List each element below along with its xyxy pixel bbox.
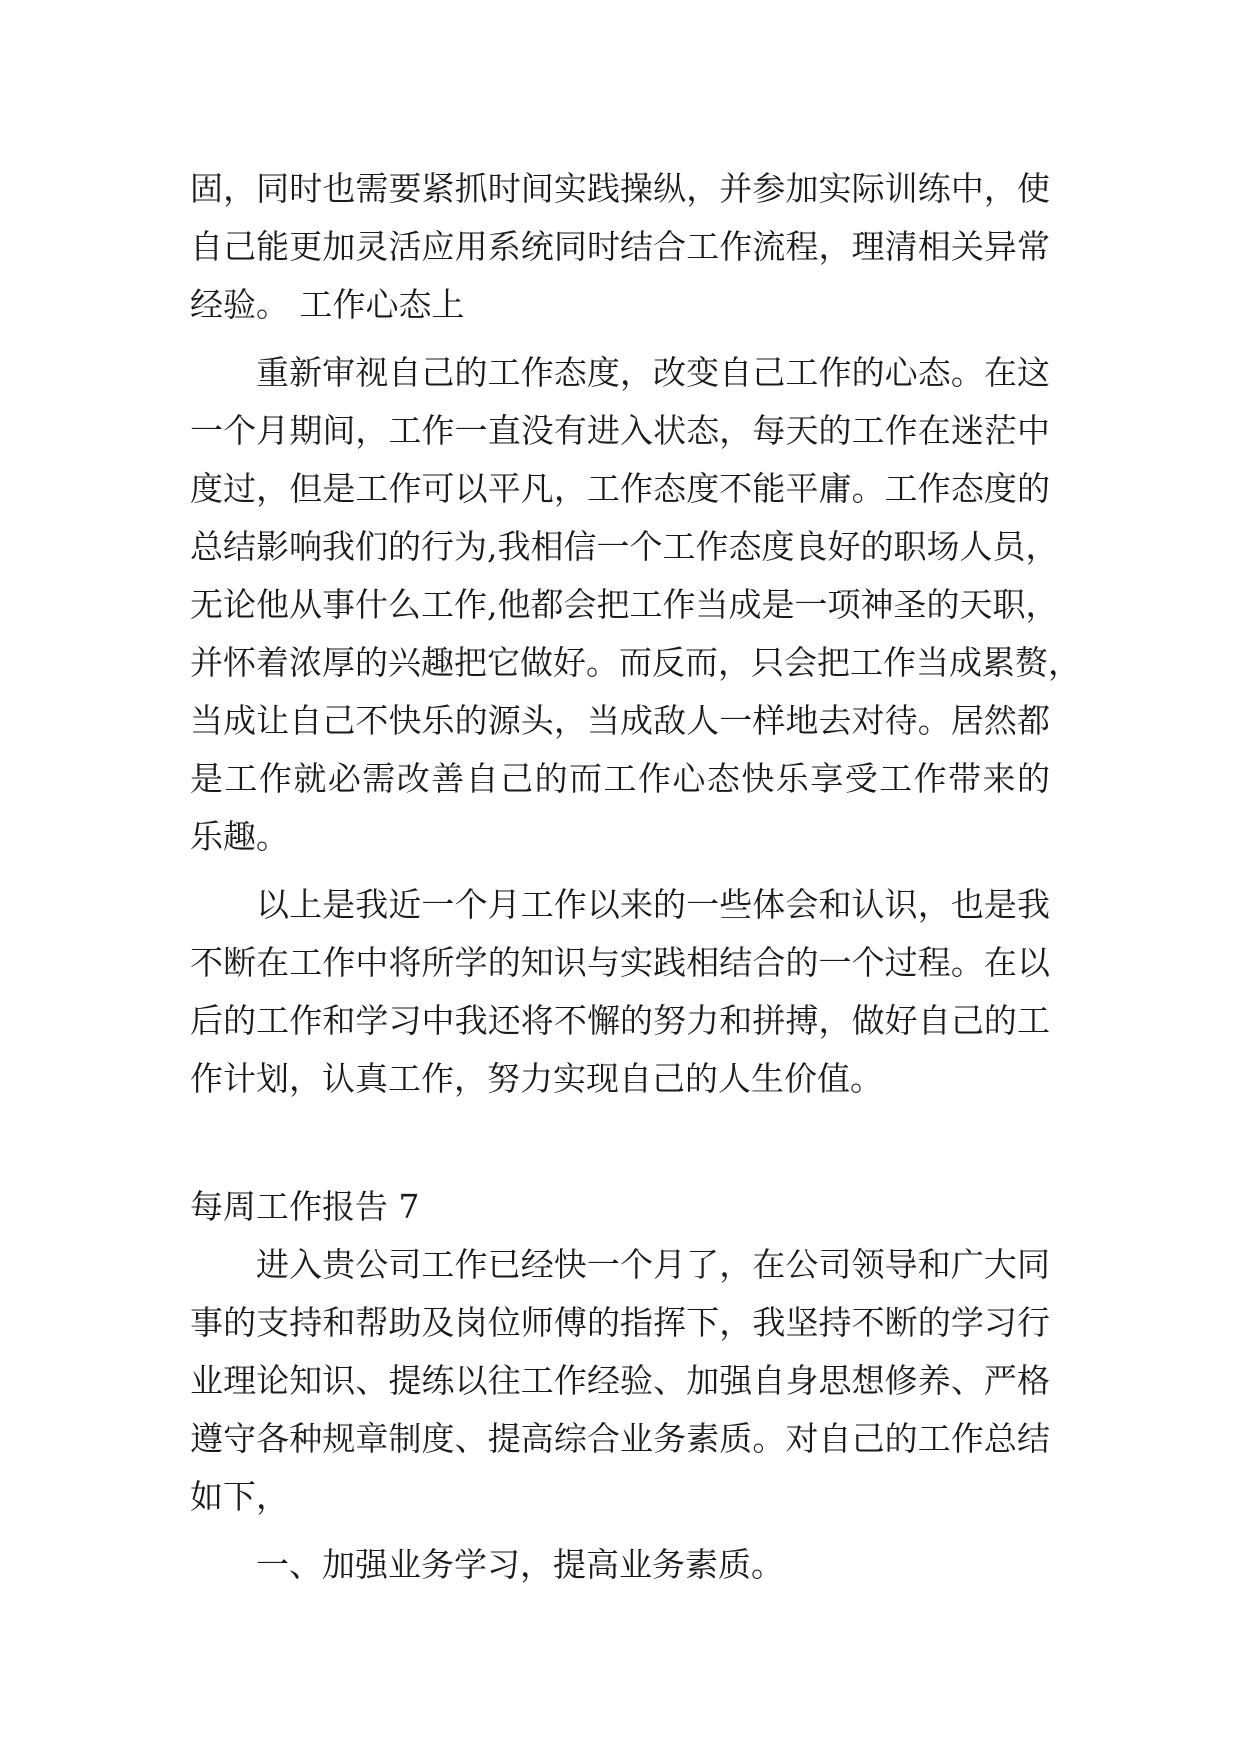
text-line: 乐趣。 xyxy=(190,817,289,856)
text-line: 后的工作和学习中我还将不懈的努力和拼搏，做好自己的工 xyxy=(190,1001,1050,1040)
section-title: 每周工作报告 7 xyxy=(190,1187,420,1226)
text-line: 作计划，认真工作，努力实现自己的人生价值。 xyxy=(190,1059,883,1098)
text-line: 以上是我近一个月工作以来的一些体会和认识，也是我 xyxy=(256,885,1050,924)
section-heading xyxy=(190,1178,1050,1236)
text-line: 固，同时也需要紧抓时间实践操纵，并参加实际训练中，使 xyxy=(190,169,1050,208)
text-line: 重新审视自己的工作态度，改变自己工作的心态。在这 xyxy=(256,353,1050,392)
paragraph-summary xyxy=(190,876,1050,1108)
paragraph-point-one xyxy=(190,1536,1050,1594)
paragraph-intro xyxy=(190,1236,1050,1526)
text-line: 业理论知识、提练以往工作经验、加强自身思想修养、严格 xyxy=(190,1361,1050,1400)
paragraph-continued xyxy=(190,160,1050,334)
text-line: 事的支持和帮助及岗位师傅的指挥下，我坚持不断的学习行 xyxy=(190,1303,1050,1342)
text-line: 一、加强业务学习，提高业务素质。 xyxy=(256,1545,784,1584)
text-line: 自己能更加灵活应用系统同时结合工作流程，理清相关异常 xyxy=(190,227,1050,266)
text-line: 不断在工作中将所学的知识与实践相结合的一个过程。在以 xyxy=(190,943,1050,982)
text-line: 总结影响我们的行为,我相信一个工作态度良好的职场人员， xyxy=(190,527,1059,566)
text-line: 经验。 工作心态上 xyxy=(190,285,465,324)
text-line: 是工作就必需改善自己的而工作心态快乐享受工作带来的 xyxy=(190,759,1050,798)
paragraph-work-attitude xyxy=(190,344,1081,866)
document-body xyxy=(190,160,1081,1594)
text-line: 进入贵公司工作已经快一个月了，在公司领导和广大同 xyxy=(256,1245,1050,1284)
text-line: 一个月期间，工作一直没有进入状态，每天的工作在迷茫中 xyxy=(190,411,1050,450)
text-line: 如下， xyxy=(190,1477,289,1516)
text-line: 无论他从事什么工作,他都会把工作当成是一项神圣的天职， xyxy=(190,585,1059,624)
text-line: 当成让自己不快乐的源头，当成敌人一样地去对待。居然都 xyxy=(190,701,1050,740)
text-line: 遵守各种规章制度、提高综合业务素质。对自己的工作总结 xyxy=(190,1419,1050,1458)
text-line: 并怀着浓厚的兴趣把它做好。而反而，只会把工作当成累赘， xyxy=(190,643,1081,682)
text-line: 度过，但是工作可以平凡，工作态度不能平庸。工作态度的 xyxy=(190,469,1050,508)
